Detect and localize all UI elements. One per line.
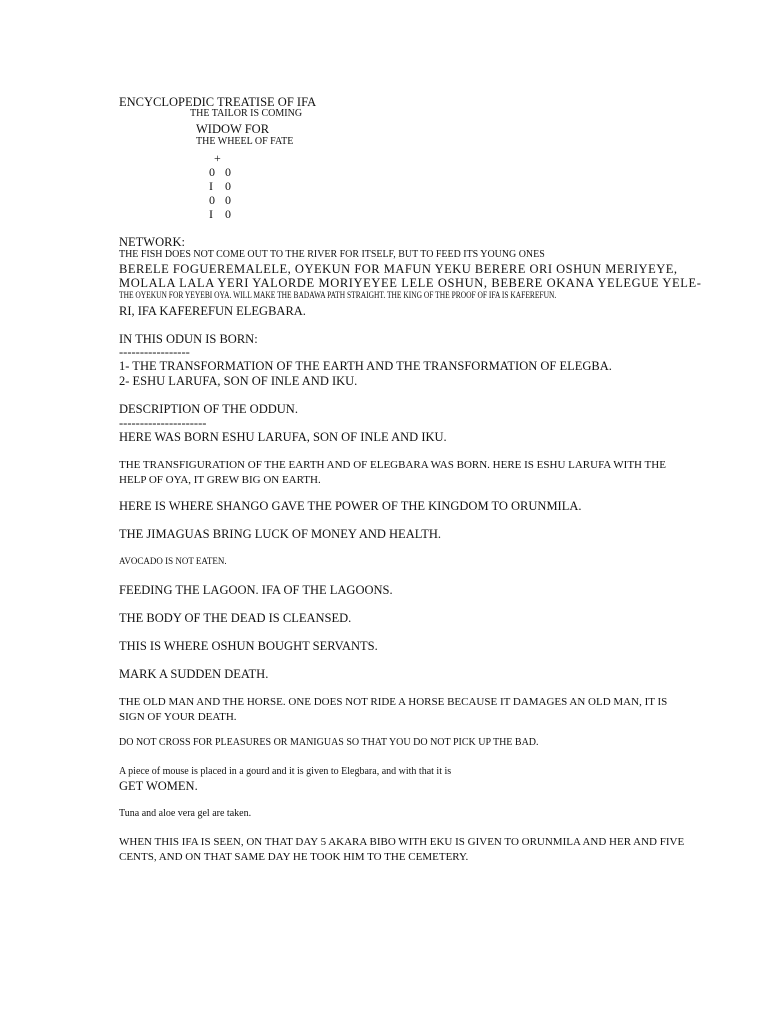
description-paragraph: A piece of mouse is placed in a gourd and it is given to Elegbara, and with that it is — [119, 766, 452, 777]
network-line: BERELE FOGUEREMALELE, OYEKUN FOR MAFUN YEKU BERERE ORI OSHUN MERIYEYE, — [119, 262, 678, 276]
sign-mark: I — [209, 179, 213, 193]
network-heading: NETWORK: — [119, 235, 185, 249]
subtitle-widow: WIDOW FOR — [196, 122, 270, 136]
sign-mark: 0 — [209, 193, 215, 207]
sign-mark: 0 — [225, 207, 231, 221]
description-paragraph: THIS IS WHERE OSHUN BOUGHT SERVANTS. — [119, 639, 378, 653]
subtitle-wheel: THE WHEEL OF FATE — [196, 136, 294, 147]
subtitle-tailor: THE TAILOR IS COMING — [190, 108, 303, 119]
description-paragraph: DO NOT CROSS FOR PLEASURES OR MANIGUAS SO THAT YOU DO NOT PICK UP THE BAD. — [119, 737, 539, 748]
description-paragraph: HERE IS WHERE SHANGO GAVE THE POWER OF THE KINGDOM TO ORUNMILA. — [119, 499, 582, 513]
sign-mark: 0 — [209, 165, 215, 179]
network-line: THE FISH DOES NOT COME OUT TO THE RIVER FOR ITSELF, BUT TO FEED ITS YOUNG ONES — [119, 248, 545, 260]
description-paragraph: GET WOMEN. — [119, 779, 198, 793]
sign-mark: 0 — [225, 179, 231, 193]
description-paragraph: WHEN THIS IFA IS SEEN, ON THAT DAY 5 AKARA BIBO WITH EKU IS GIVEN TO ORUNMILA AND HER AND FIVE CENTS, AND ON THAT SAME DAY HE TOOK HIM TO THE CEMETERY. — [119, 836, 685, 863]
born-heading: IN THIS ODUN IS BORN: — [119, 332, 258, 346]
sign-mark: I — [209, 207, 213, 221]
network-line: THE OYEKUN FOR YEYEBI OYA. WILL MAKE THE BADAWA PATH STRAIGHT. THE KING OF THE PROOF OF IFA IS KAFEREFUN. — [119, 290, 557, 300]
born-rule: ----------------- — [119, 345, 190, 359]
description-paragraph: THE BODY OF THE DEAD IS CLEANSED. — [119, 611, 352, 625]
description-paragraph: AVOCADO IS NOT EATEN. — [119, 556, 227, 566]
sign-mark: 0 — [225, 193, 231, 207]
description-paragraph: THE TRANSFIGURATION OF THE EARTH AND OF ELEGBARA WAS BORN. HERE IS ESHU LARUFA WITH THE HELP OF OYA, IT GREW BIG ON EARTH. — [119, 459, 666, 486]
description-paragraph: MARK A SUDDEN DEATH. — [119, 667, 269, 681]
born-item: 2- ESHU LARUFA, SON OF INLE AND IKU. — [119, 374, 358, 388]
description-paragraph: THE OLD MAN AND THE HORSE. ONE DOES NOT RIDE A HORSE BECAUSE IT DAMAGES AN OLD MAN, IT IS SIGN OF YOUR DEATH. — [119, 696, 668, 723]
document-title: ENCYCLOPEDIC TREATISE OF IFA — [119, 95, 317, 109]
description-paragraph: THE JIMAGUAS BRING LUCK OF MONEY AND HEALTH. — [119, 527, 441, 541]
description-rule: --------------------- — [119, 416, 207, 430]
sign-mark: 0 — [225, 165, 231, 179]
network-line: RI, IFA KAFEREFUN ELEGBARA. — [119, 304, 306, 318]
born-item: 1- THE TRANSFORMATION OF THE EARTH AND THE TRANSFORMATION OF ELEGBA. — [119, 359, 612, 373]
sign-plus: + — [214, 151, 221, 165]
description-paragraph: HERE WAS BORN ESHU LARUFA, SON OF INLE AND IKU. — [119, 430, 447, 444]
description-heading: DESCRIPTION OF THE ODDUN. — [119, 402, 298, 416]
description-paragraph: Tuna and aloe vera gel are taken. — [119, 808, 252, 819]
network-line: MOLALA LALA YERI YALORDE MORIYEYEE LELE OSHUN, BEBERE OKANA YELEGUE YELE- — [119, 276, 702, 290]
description-paragraph: FEEDING THE LAGOON. IFA OF THE LAGOONS. — [119, 583, 393, 597]
